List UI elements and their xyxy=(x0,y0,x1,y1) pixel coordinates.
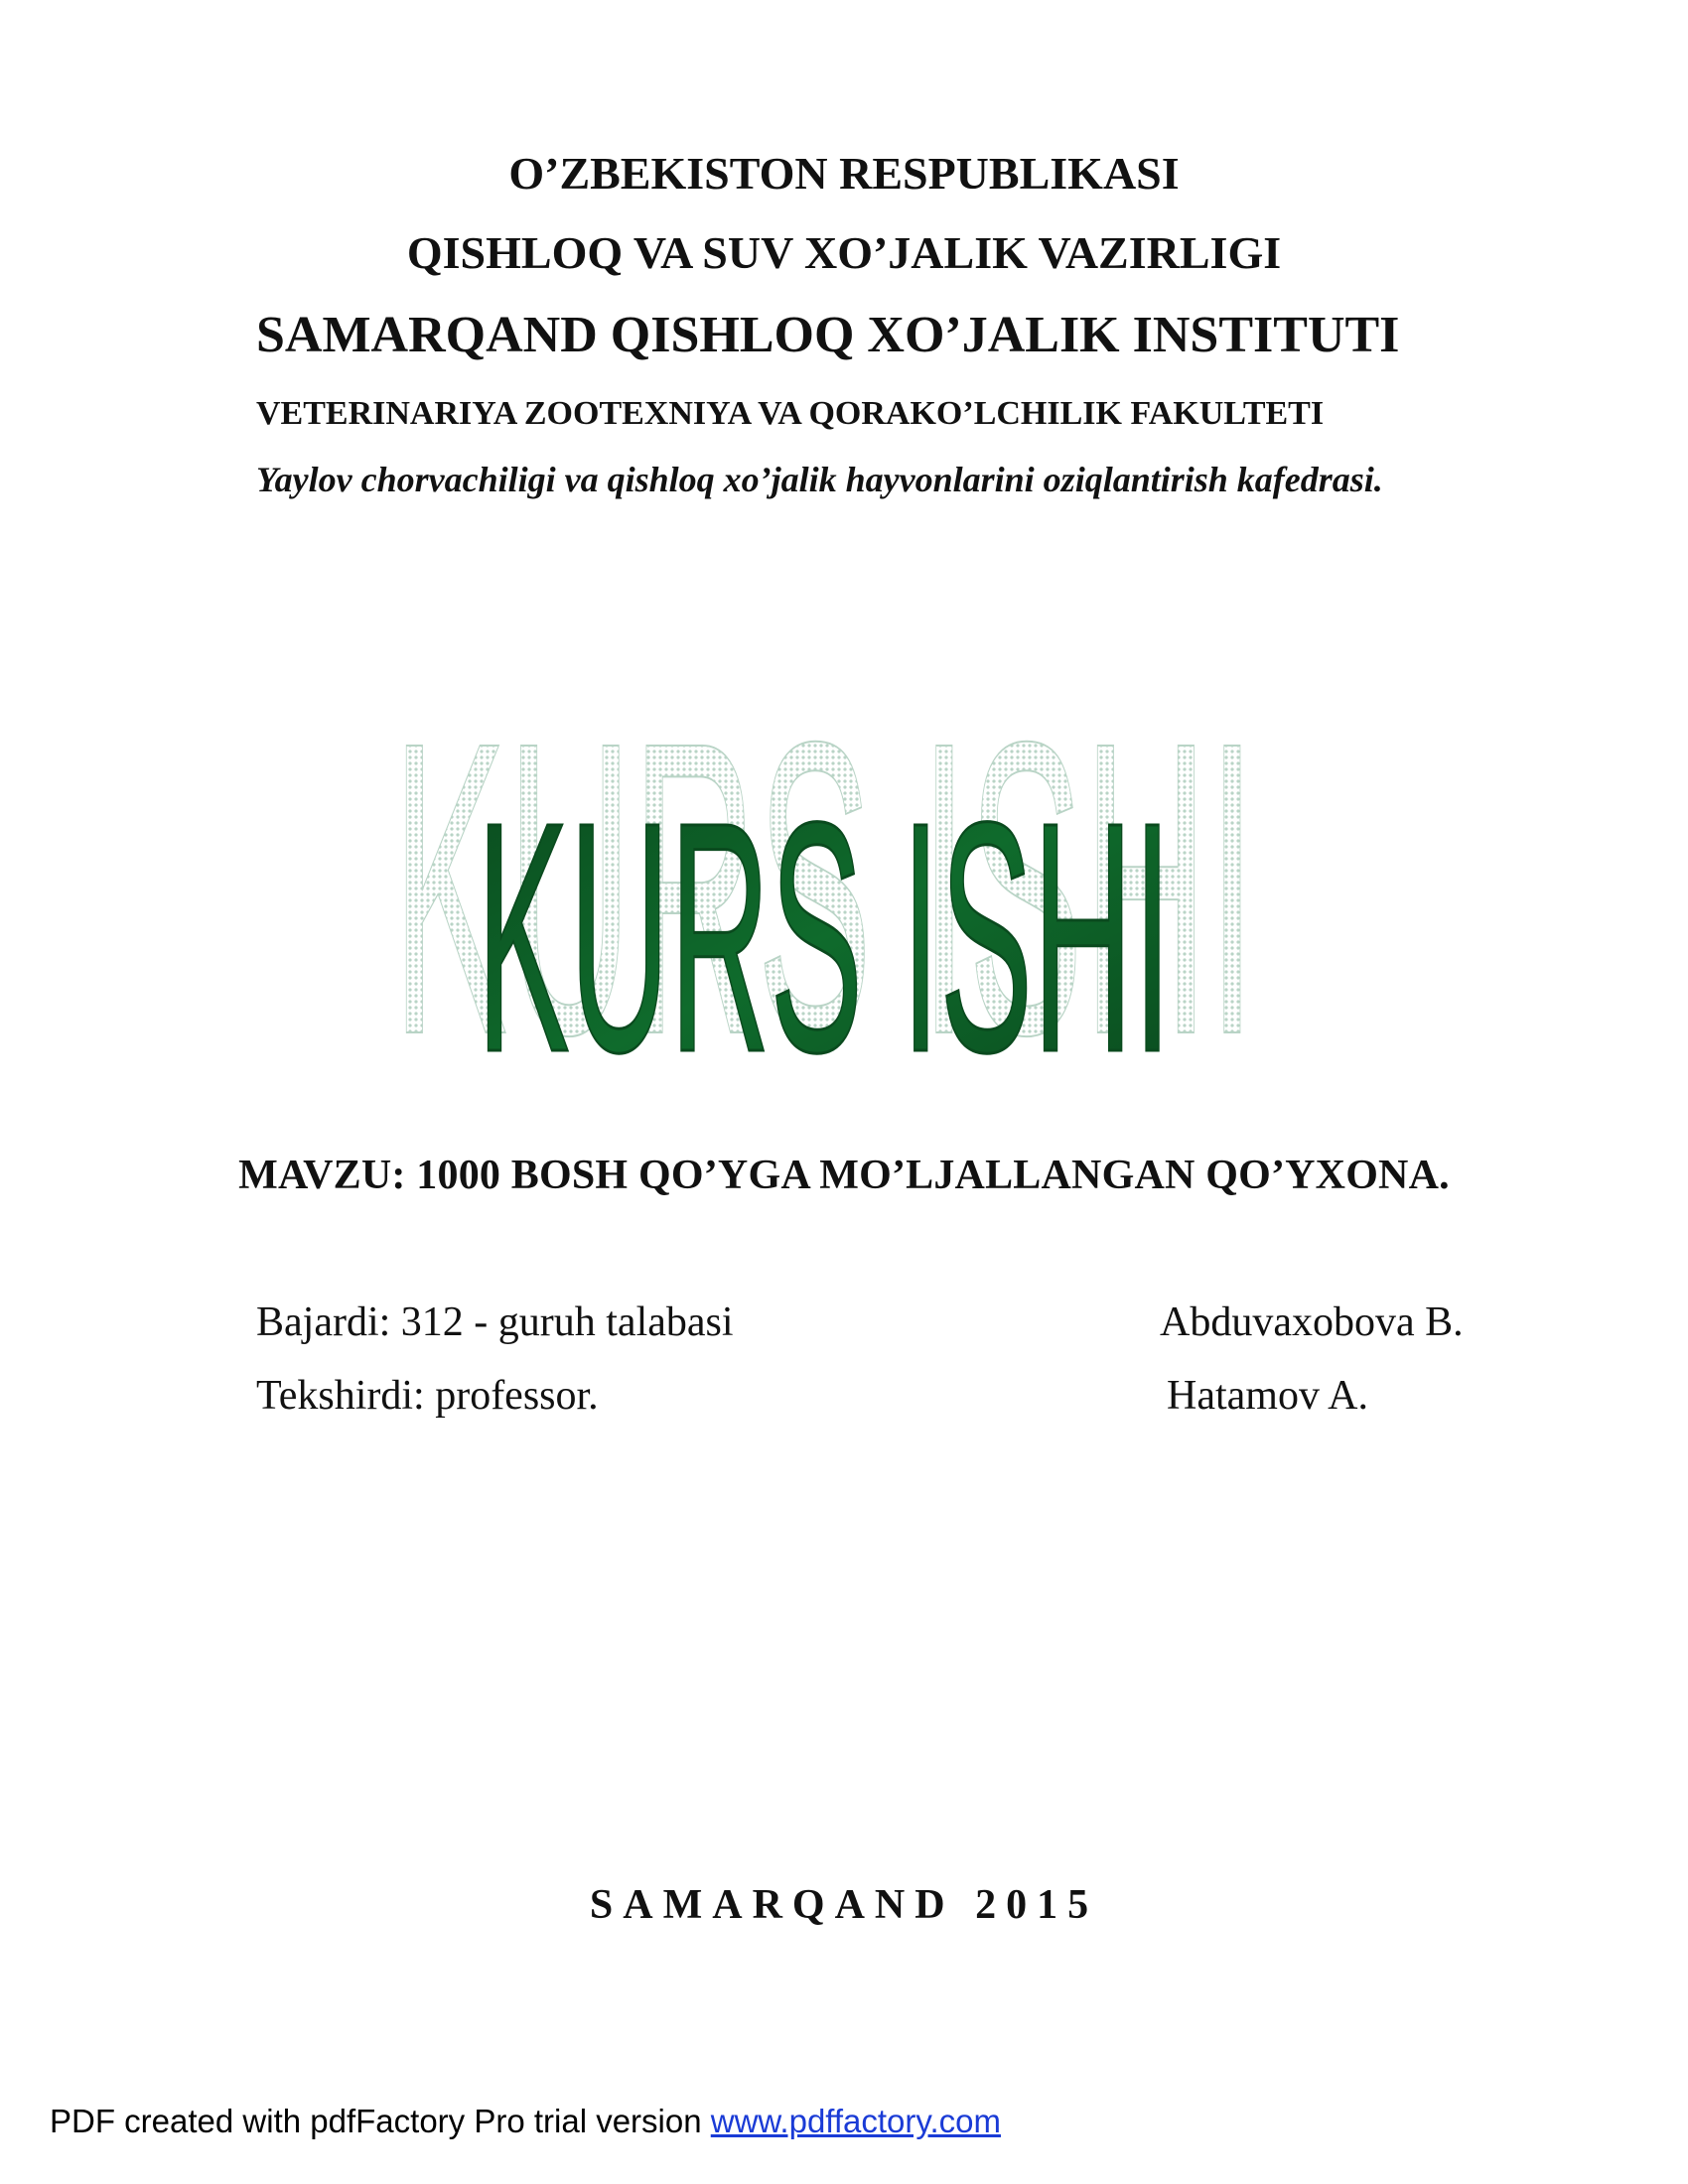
performed-by-label: Bajardi: 312 - guruh talabasi xyxy=(256,1299,734,1345)
checked-by-label: Tekshirdi: professor. xyxy=(256,1373,599,1419)
performed-by-name: Abduvaxobova B. xyxy=(1160,1299,1464,1345)
pdf-footer-note xyxy=(50,2103,1001,2140)
city-year: SAMARQAND 2015 xyxy=(589,1882,1099,1928)
wordart-main-text: KURS ISHI xyxy=(477,753,1172,1062)
footer-prefix: PDF created with pdfFactory Pro trial version xyxy=(50,2103,711,2139)
header-department: Yaylov chorvachiligi va qishloq xo’jalik hayvonlarini oziqlantirish kafedrasi. xyxy=(256,460,1383,499)
header-faculty: VETERINARIYA ZOOTEXNIYA VA QORAKO’LCHILIK FAKULTETI xyxy=(256,395,1325,432)
pdffactory-link[interactable]: www.pdffactory.com xyxy=(710,2103,1001,2139)
kurs-ishi-wordart xyxy=(377,665,1271,1062)
topic-line: MAVZU: 1000 BOSH QO’YGA MO’LJALLANGAN QO’YXONA. xyxy=(238,1153,1450,1198)
checked-by-name: Hatamov A. xyxy=(1167,1373,1368,1419)
header-ministry: QISHLOQ VA SUV XO’JALIK VAZIRLIGI xyxy=(406,227,1282,278)
header-republic: O’ZBEKISTON RESPUBLIKASI xyxy=(508,148,1180,199)
wordart-shadow-text: KURS ISHI xyxy=(392,665,1256,1062)
header-institute: SAMARQAND QISHLOQ XO’JALIK INSTITUTI xyxy=(256,307,1400,363)
